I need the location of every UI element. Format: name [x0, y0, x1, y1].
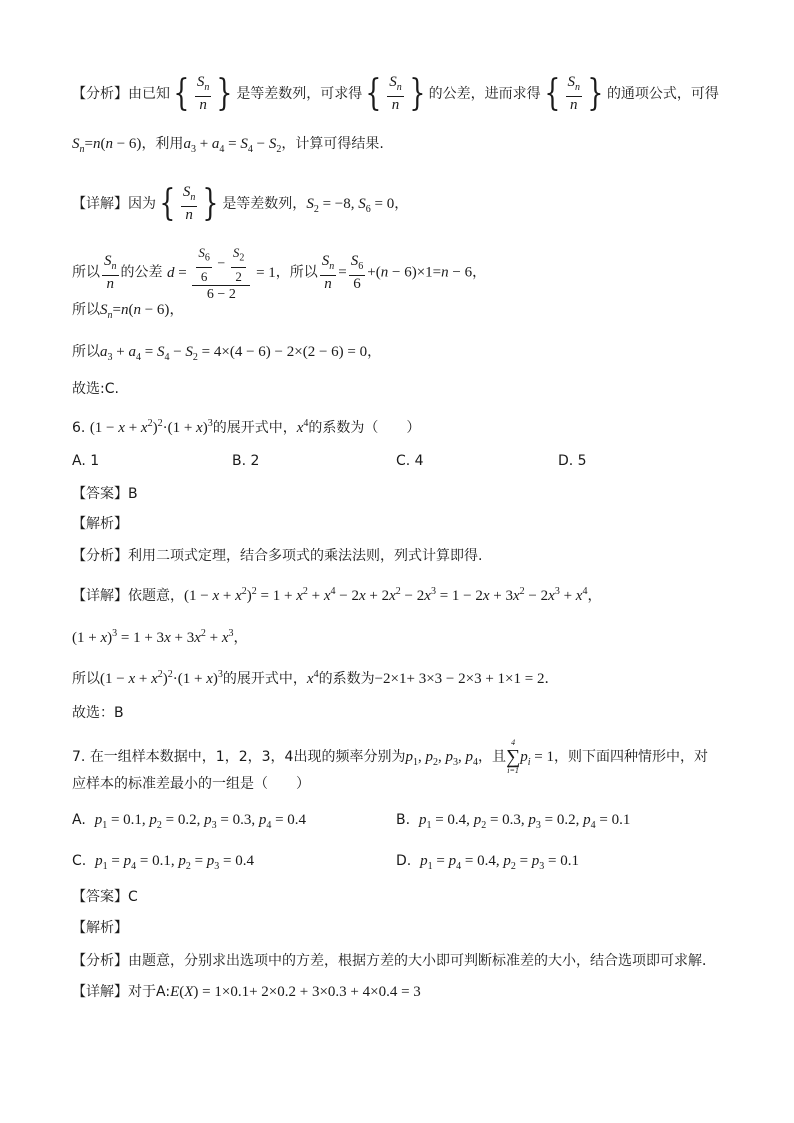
p5-detail-line-4: 所以$a_3 + a_4 = S_4 - S_2 = 4\times(4 - 6) - 2\times(2 - 6) = 0$，	[72, 344, 382, 363]
formula-given: $S_2 = -8$, $S_6 = 0$	[306, 196, 395, 215]
frac-sn-n: $\frac{S_n}{n}$	[104, 252, 117, 292]
q7-option-c: C. $p_1 = p_4 = 0.1$, $p_2 = p_3 = 0.4$	[72, 853, 255, 872]
q7-option-b: B. $p_1 = 0.4$, $p_2 = 0.3$, $p_3 = 0.2$, $p_4 = 0.1$	[396, 812, 631, 831]
q6-jiexi: 【解析】	[72, 516, 128, 532]
question-number: 6.	[72, 420, 86, 436]
sigma-sum: 4 ∑ i=1	[505, 738, 521, 775]
q7-answer: 【答案】C	[72, 889, 138, 905]
detail-label: 【详解】	[72, 196, 128, 212]
p5-analysis-line-1: 【分析】由已知 { $\frac{S_n}{n}$ } 是等差数列，可求得 { $\frac{S_n}{n}$ } 的公差，进而求得 { $\frac{S_n}{n}$ } 的通项公式，可得	[72, 73, 719, 114]
q6-analysis: 【分析】利用二项式定理，结合多项式的乘法法则，列式计算即得.	[72, 548, 483, 564]
q6-detail-line-2: $(1 + x)^3 = 1 + 3x + 3x^2 + x^3$，	[72, 628, 248, 646]
q6-conclusion: 故选：B	[72, 705, 124, 721]
sn-over-n-sequence: { $\frac{S_n}{n}$ }	[159, 183, 219, 224]
q7-stem-line-2: 应样本的标准差最小的一组是（ ）	[72, 776, 310, 792]
formula-a3-a4-result: $a_3 + a_4 = S_4 - S_2 = 4\times(4 - 6) - 2\times(2 - 6) = 0$	[100, 344, 368, 363]
p5-detail-line-1: 【详解】因为 { $\frac{S_n}{n}$ } 是等差数列，$S_2 = -8$, $S_6 = 0$，	[72, 183, 409, 224]
p5-conclusion: 故选:C.	[72, 381, 119, 397]
q7-analysis: 【分析】由题意，分别求出选项中的方差，根据方差的大小即可判断标准差的大小，结合选项即可求解．	[72, 953, 716, 969]
sn-over-n-sequence: { $\frac{S_n}{n}$ }	[173, 73, 233, 114]
q6-option-d: D. 5	[558, 453, 587, 469]
answer-value: B	[128, 486, 138, 502]
frac-s6-6: $\frac{S_6}{6}$	[350, 252, 364, 292]
q7-jiexi: 【解析】	[72, 920, 128, 936]
formula-sn-result: $S_n=n(n - 6)$	[100, 302, 170, 321]
analysis-label: 【分析】	[72, 86, 128, 102]
formula-q7-ex: E(X) = 1×0.1+ 2×0.2 + 3×0.3 + 4×0.4 = 3	[170, 984, 421, 1000]
q6-option-a: A. 1	[72, 453, 100, 469]
q6-detail-line-1: 【详解】依题意，$(1 - x + x^2)^2 = 1 + x^2 + x^4 - 2x + 2x^2 - 2x^3 = 1 - 2x + 3x^2 - 2x^3 + x^4$，	[72, 586, 602, 604]
answer-value: C	[128, 889, 138, 905]
question-number: 7.	[72, 749, 86, 765]
q6-option-c: C. 4	[396, 453, 424, 469]
formula-q6-expr: $(1 - x + x^2)^2\cdot(1 + x)^3$	[89, 418, 213, 436]
p5-analysis-line-2: $S_n=n(n - 6)$，利用$a_3 + a_4 = S_4 - S_2$，计算可得结果.	[72, 136, 384, 155]
formula-sn: $S_n=n(n - 6)$	[72, 136, 142, 155]
formula-d: d = $\frac{S_6}{6}$ − $\frac{S_2}{2}$ 6 − 2 = 1	[166, 245, 276, 302]
formula-a3-a4: $a_3 + a_4 = S_4 - S_2$	[183, 136, 282, 155]
formula-q6-coef: −2×1+ 3×3 − 2×3 + 1×1 = 2	[374, 671, 545, 687]
q6-stem: 6. $(1 - x + x^2)^2\cdot(1 + x)^3$的展开式中，$x^4$的系数为（ ）	[72, 418, 421, 436]
q7-stem-line-1: 7. 在一组样本数据中，1，2，3，4出现的频率分别为$p_1$, $p_2$, $p_3$, $p_4$，且 4 ∑ i=1 $p_i = 1$，则下面四种情形中，对	[72, 738, 708, 775]
q7-detail-line-1: 【详解】对于A:E(X) = 1×0.1+ 2×0.2 + 3×0.3 + 4×0.4 = 3	[72, 984, 421, 1000]
formula-general: +(n − 6)×1=n − 6	[367, 264, 473, 281]
formula-q6-expand-2: $(1 + x)^3 = 1 + 3x + 3x^2 + x^3$	[72, 628, 234, 646]
p5-detail-line-3: 所以$S_n=n(n - 6)$，	[72, 302, 184, 321]
frac-sn-n: $\frac{S_n}{n}$	[321, 252, 335, 292]
q7-option-a: A. $p_1 = 0.1$, $p_2 = 0.2$, $p_3 = 0.3$, $p_4 = 0.4$	[72, 812, 307, 831]
q6-option-b: B. 2	[232, 453, 260, 469]
formula-q6-expand-1: $(1 - x + x^2)^2 = 1 + x^2 + x^4 - 2x + 2x^2 - 2x^3 = 1 - 2x + 3x^2 - 2x^3 + x^4$	[184, 586, 588, 604]
sn-over-n-sequence: { $\frac{S_n}{n}$ }	[365, 73, 426, 114]
q6-detail-line-3: 所以$(1 - x + x^2)^2\cdot(1 + x)^3$的展开式中，$x^4$的系数为−2×1+ 3×3 − 2×3 + 1×1 = 2．	[72, 669, 559, 687]
p5-detail-line-2: 所以 $\frac{S_n}{n}$ 的公差 d = $\frac{S_6}{6}$ − $\frac{S_2}{2}$ 6 − 2 = 1，所以 $\frac{S_n}{n}$ = $\frac{S_6}{6}$ +(n − 6)×1=n − 6，	[72, 245, 487, 302]
q7-option-d: D. $p_1 = p_4 = 0.4$, $p_2 = p_3 = 0.1$	[396, 853, 580, 872]
q6-answer: 【答案】B	[72, 486, 138, 502]
sn-over-n-sequence: { $\frac{S_n}{n}$ }	[544, 73, 604, 114]
